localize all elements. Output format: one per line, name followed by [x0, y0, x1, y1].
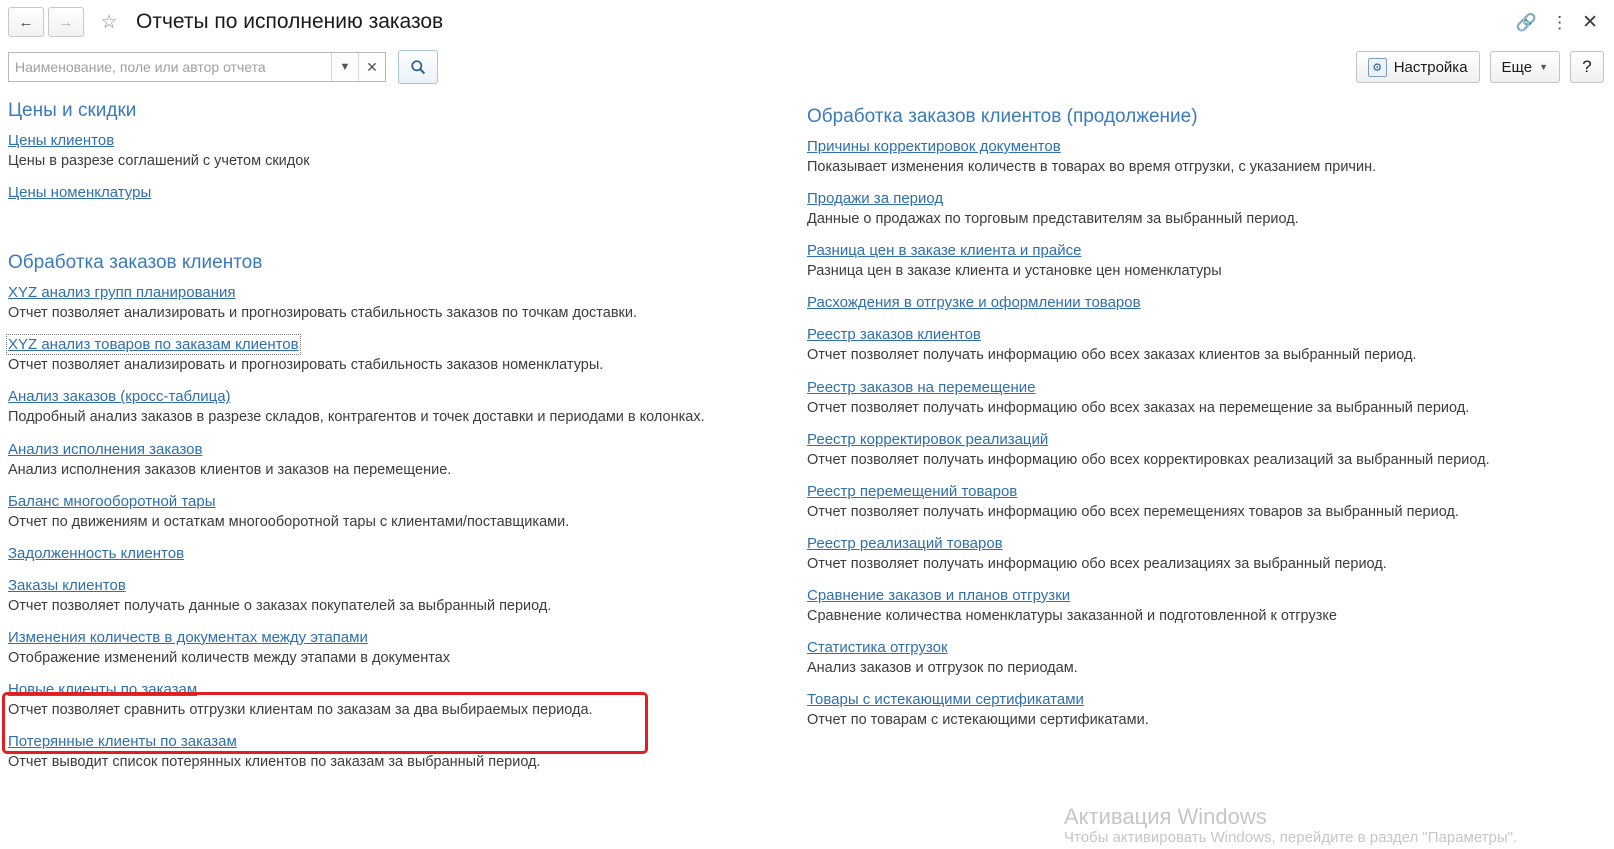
report-item	[807, 138, 1598, 176]
report-link[interactable]: Сравнение заказов и планов отгрузки	[807, 587, 1071, 604]
arrow-right-icon: →	[58, 13, 74, 31]
report-link[interactable]: Цены клиентов	[8, 132, 115, 149]
report-link[interactable]: XYZ анализ групп планирования	[8, 284, 236, 302]
report-link[interactable]: Баланс многооборотной тары	[8, 492, 216, 510]
chevron-down-icon: ▼	[339, 61, 351, 73]
back-button[interactable]	[8, 7, 44, 37]
report-description: Показывает изменения количеств в товарах во время отгрузки, с указанием причин.	[807, 159, 1377, 175]
report-description: Отчет позволяет анализировать и прогнозировать стабильность заказов номенклатуры.	[8, 357, 604, 374]
report-item	[8, 733, 787, 771]
report-description: Отчет позволяет анализировать и прогнозировать стабильность заказов по точкам доставки.	[8, 305, 638, 322]
kebab-menu-icon[interactable]: ⋮	[1551, 12, 1569, 32]
settings-gear-icon: ⚙	[1368, 58, 1387, 77]
report-item	[8, 336, 787, 374]
more-button-label: Еще	[1501, 58, 1533, 76]
star-icon: ☆	[100, 11, 118, 33]
watermark-line-2: Чтобы активировать Windows, перейдите в раздел "Параметры".	[1064, 829, 1518, 846]
report-link[interactable]: Статистика отгрузок	[807, 639, 948, 657]
reports-right-column	[807, 96, 1614, 785]
report-item	[807, 483, 1598, 521]
report-link[interactable]: Анализ заказов (кросс-таблица)	[8, 388, 231, 406]
search-dropdown-button[interactable]	[331, 53, 358, 81]
report-item	[807, 326, 1598, 364]
report-item	[807, 242, 1598, 280]
report-description: Отчет позволяет получать информацию обо всех корректировках реализаций за выбранный период.	[807, 451, 1490, 468]
report-item	[8, 629, 787, 667]
toolbar-right-actions	[1356, 51, 1604, 83]
clear-icon: ✕	[366, 58, 378, 75]
report-description: Подробный анализ заказов в разрезе складов, контрагентов и точек доставки и периодами в колонках.	[8, 409, 705, 426]
report-item	[807, 190, 1598, 228]
group-spacer	[8, 216, 787, 242]
search-field-wrapper	[8, 52, 386, 82]
titlebar-actions	[1516, 13, 1604, 32]
report-description: Отчет позволяет получать информацию обо всех заказах на перемещение за выбранный период.	[807, 399, 1470, 416]
help-button-label: ?	[1582, 57, 1592, 76]
search-input[interactable]	[9, 53, 331, 81]
report-description: Анализ исполнения заказов клиентов и заказов на перемещение.	[8, 461, 452, 478]
report-item	[807, 691, 1598, 729]
report-item	[807, 431, 1598, 469]
windows-activation-watermark	[1064, 804, 1584, 847]
report-item	[807, 379, 1598, 417]
report-item	[807, 535, 1598, 573]
report-description: Отчет выводит список потерянных клиентов по заказам за выбранный период.	[8, 754, 541, 771]
report-link[interactable]: Анализ исполнения заказов	[8, 440, 203, 458]
settings-button[interactable]	[1356, 51, 1480, 83]
search-button[interactable]	[398, 50, 438, 84]
help-button[interactable]	[1570, 51, 1604, 83]
more-button[interactable]	[1490, 51, 1560, 83]
report-item	[8, 441, 787, 479]
watermark-line-1: Активация Windows	[1064, 803, 1267, 829]
report-description: Анализ заказов и отгрузок по периодам.	[807, 660, 1078, 677]
report-group-title: Цены и скидки	[8, 100, 137, 121]
report-item	[807, 587, 1598, 625]
page-title: Отчеты по исполнению заказов	[136, 10, 444, 33]
reports-left-column	[0, 96, 807, 785]
report-link[interactable]: Реестр реализаций товаров	[807, 534, 1003, 552]
report-group-title: Обработка заказов клиентов	[8, 252, 263, 274]
report-link[interactable]: Потерянные клиенты по заказам	[8, 733, 237, 751]
report-link[interactable]: Реестр заказов на перемещение	[807, 378, 1036, 396]
report-description: Разница цен в заказе клиента и установке цен номенклатуры	[807, 263, 1222, 280]
report-item	[8, 388, 787, 426]
report-link[interactable]: Заказы клиентов	[8, 576, 126, 594]
chevron-down-icon: ▼	[1539, 62, 1548, 72]
favorite-button[interactable]	[94, 8, 124, 36]
report-link[interactable]: Разница цен в заказе клиента и прайсе	[807, 242, 1082, 260]
report-description: Отчет позволяет получать данные о заказах покупателей за выбранный период.	[8, 597, 552, 614]
search-toolbar	[0, 44, 1614, 90]
report-item	[807, 294, 1598, 314]
report-link[interactable]: Реестр перемещений товаров	[807, 482, 1018, 500]
report-link[interactable]: Расхождения в отгрузке и оформлении товаров	[807, 294, 1141, 312]
report-description: Отчет по движениям и остаткам многооборотной тары с клиентами/поставщиками.	[8, 513, 570, 530]
report-group-title: Обработка заказов клиентов (продолжение)	[807, 106, 1198, 127]
window-titlebar	[0, 0, 1614, 44]
settings-button-label: Настройка	[1393, 58, 1468, 76]
report-link[interactable]: Изменения количеств в документах между этапами	[8, 628, 368, 646]
report-item	[8, 284, 787, 322]
report-description: Отчет позволяет получать информацию обо всех заказах клиентов за выбранный период.	[807, 347, 1417, 364]
arrow-left-icon: ←	[18, 13, 34, 31]
report-item	[8, 681, 787, 719]
report-description: Отчет позволяет получать информацию обо всех перемещениях товаров за выбранный период.	[807, 503, 1459, 520]
report-link[interactable]: XYZ анализ товаров по заказам клиентов	[8, 336, 299, 354]
report-link[interactable]: Задолженность клиентов	[8, 544, 185, 562]
report-link[interactable]: Новые клиенты по заказам	[8, 681, 198, 698]
report-link[interactable]: Причины корректировок документов	[807, 138, 1061, 155]
report-item	[8, 577, 787, 615]
report-description: Отчет позволяет сравнить отгрузки клиентам по заказам за два выбираемых периода.	[8, 702, 593, 718]
report-link[interactable]: Реестр заказов клиентов	[807, 326, 981, 344]
report-item	[8, 184, 787, 204]
report-item	[8, 132, 787, 170]
report-link[interactable]: Продажи за период	[807, 190, 944, 208]
report-item	[807, 639, 1598, 677]
forward-button[interactable]	[48, 7, 84, 37]
search-icon	[410, 59, 426, 75]
reports-content	[0, 90, 1614, 785]
report-description: Цены в разрезе соглашений с учетом скидок	[8, 153, 310, 169]
report-link[interactable]: Реестр корректировок реализаций	[807, 430, 1049, 448]
report-description: Сравнение количества номенклатуры заказанной и подготовленной к отгрузке	[807, 608, 1337, 624]
search-clear-button[interactable]	[358, 53, 385, 81]
report-description: Отчет по товарам с истекающими сертификатами.	[807, 712, 1149, 729]
close-icon[interactable]: ✕	[1582, 11, 1598, 33]
report-item	[8, 545, 787, 565]
report-description: Отображение изменений количеств между этапами в документах	[8, 649, 450, 666]
report-description: Отчет позволяет получать информацию обо всех реализациях за выбранный период.	[807, 555, 1387, 572]
report-link[interactable]: Товары с истекающими сертификатами	[807, 691, 1084, 709]
report-link[interactable]: Цены номенклатуры	[8, 184, 152, 202]
report-item	[8, 493, 787, 531]
report-description: Данные о продажах по торговым представителям за выбранный период.	[807, 211, 1299, 228]
link-icon[interactable]: 🔗	[1515, 12, 1538, 32]
